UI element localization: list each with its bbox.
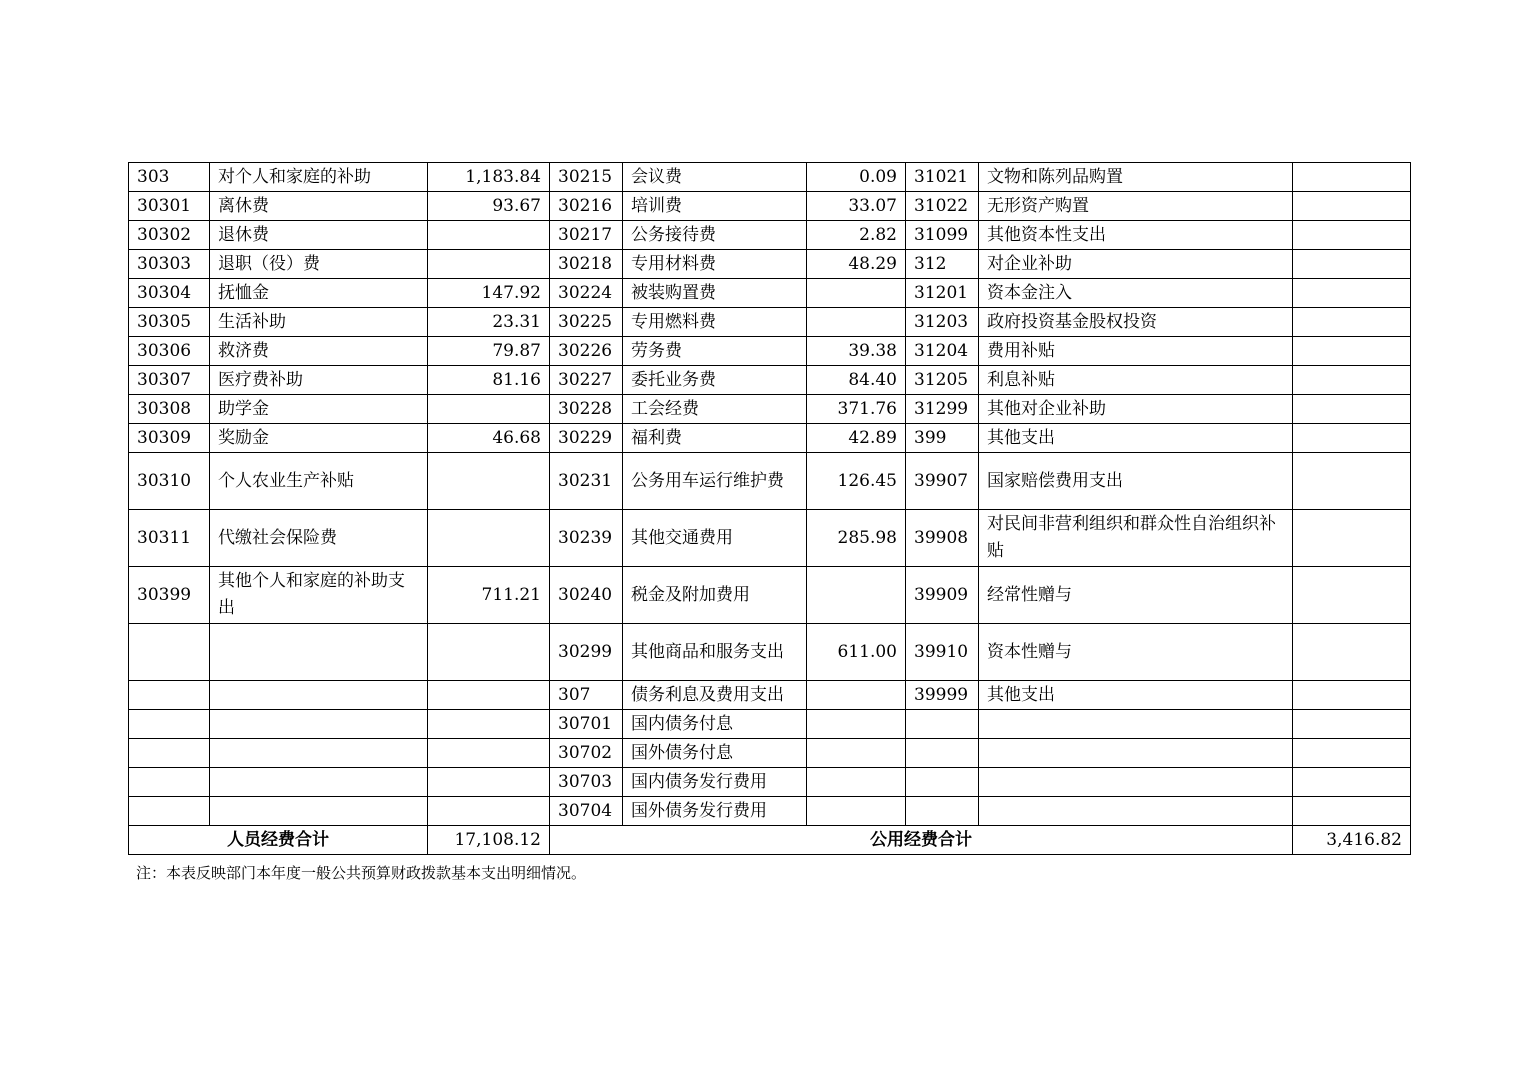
- amount-cell: [1293, 395, 1411, 424]
- amount-cell: [428, 797, 550, 826]
- item-name-cell: 救济费: [210, 337, 428, 366]
- code-cell: 307: [550, 681, 623, 710]
- code-cell: 31205: [906, 366, 979, 395]
- amount-cell: [1293, 250, 1411, 279]
- item-name-cell: 对民间非营利组织和群众性自治组织补贴: [979, 510, 1293, 567]
- table-row: [129, 768, 1411, 797]
- amount-cell: 33.07: [807, 192, 906, 221]
- personnel-total-label: 人员经费合计: [129, 826, 428, 855]
- table-row: [129, 567, 1411, 624]
- code-cell: 303: [129, 163, 210, 192]
- item-name-cell: 公务用车运行维护费: [623, 453, 807, 510]
- amount-cell: [1293, 192, 1411, 221]
- table-row: [129, 395, 1411, 424]
- item-name-cell: 国外债务付息: [623, 739, 807, 768]
- code-cell: 30239: [550, 510, 623, 567]
- item-name-cell: [979, 768, 1293, 797]
- amount-cell: 93.67: [428, 192, 550, 221]
- amount-cell: [1293, 567, 1411, 624]
- amount-cell: [428, 395, 550, 424]
- item-name-cell: 国家赔偿费用支出: [979, 453, 1293, 510]
- amount-cell: [1293, 739, 1411, 768]
- amount-cell: [1293, 681, 1411, 710]
- amount-cell: [1293, 337, 1411, 366]
- amount-cell: [428, 710, 550, 739]
- item-name-cell: 生活补助: [210, 308, 428, 337]
- table-row: [129, 366, 1411, 395]
- code-cell: 30226: [550, 337, 623, 366]
- item-name-cell: 抚恤金: [210, 279, 428, 308]
- code-cell: 30305: [129, 308, 210, 337]
- code-cell: [129, 768, 210, 797]
- totals-row: [129, 826, 1411, 855]
- item-name-cell: 医疗费补助: [210, 366, 428, 395]
- budget-expenditure-table: [128, 162, 1411, 855]
- code-cell: 30704: [550, 797, 623, 826]
- table-row: [129, 739, 1411, 768]
- code-cell: 399: [906, 424, 979, 453]
- amount-cell: 81.16: [428, 366, 550, 395]
- code-cell: 31204: [906, 337, 979, 366]
- amount-cell: [807, 739, 906, 768]
- amount-cell: [807, 308, 906, 337]
- item-name-cell: 专用燃料费: [623, 308, 807, 337]
- amount-cell: [1293, 221, 1411, 250]
- amount-cell: [428, 624, 550, 681]
- table-row: [129, 624, 1411, 681]
- item-name-cell: 会议费: [623, 163, 807, 192]
- code-cell: 312: [906, 250, 979, 279]
- amount-cell: 0.09: [807, 163, 906, 192]
- code-cell: 31299: [906, 395, 979, 424]
- item-name-cell: 其他支出: [979, 681, 1293, 710]
- amount-cell: [1293, 797, 1411, 826]
- item-name-cell: 资本金注入: [979, 279, 1293, 308]
- code-cell: 30229: [550, 424, 623, 453]
- table-row: [129, 192, 1411, 221]
- code-cell: 39909: [906, 567, 979, 624]
- code-cell: 30224: [550, 279, 623, 308]
- item-name-cell: 利息补贴: [979, 366, 1293, 395]
- item-name-cell: [979, 710, 1293, 739]
- item-name-cell: 文物和陈列品购置: [979, 163, 1293, 192]
- amount-cell: 147.92: [428, 279, 550, 308]
- amount-cell: 48.29: [807, 250, 906, 279]
- amount-cell: [1293, 279, 1411, 308]
- code-cell: 30701: [550, 710, 623, 739]
- code-cell: 30303: [129, 250, 210, 279]
- amount-cell: [807, 768, 906, 797]
- amount-cell: 79.87: [428, 337, 550, 366]
- item-name-cell: 费用补贴: [979, 337, 1293, 366]
- table-row: [129, 797, 1411, 826]
- item-name-cell: 退职（役）费: [210, 250, 428, 279]
- table-row: [129, 424, 1411, 453]
- code-cell: [129, 710, 210, 739]
- item-name-cell: [979, 739, 1293, 768]
- amount-cell: [428, 453, 550, 510]
- amount-cell: [1293, 366, 1411, 395]
- item-name-cell: 其他支出: [979, 424, 1293, 453]
- item-name-cell: 国外债务发行费用: [623, 797, 807, 826]
- item-name-cell: [210, 797, 428, 826]
- code-cell: 30307: [129, 366, 210, 395]
- code-cell: 30218: [550, 250, 623, 279]
- amount-cell: [1293, 624, 1411, 681]
- code-cell: 30228: [550, 395, 623, 424]
- code-cell: 30225: [550, 308, 623, 337]
- code-cell: 30309: [129, 424, 210, 453]
- amount-cell: 2.82: [807, 221, 906, 250]
- code-cell: 30231: [550, 453, 623, 510]
- item-name-cell: 其他交通费用: [623, 510, 807, 567]
- code-cell: 31203: [906, 308, 979, 337]
- amount-cell: [1293, 308, 1411, 337]
- item-name-cell: 劳务费: [623, 337, 807, 366]
- amount-cell: [1293, 710, 1411, 739]
- item-name-cell: [979, 797, 1293, 826]
- code-cell: 39999: [906, 681, 979, 710]
- code-cell: [129, 797, 210, 826]
- code-cell: 31201: [906, 279, 979, 308]
- amount-cell: [428, 510, 550, 567]
- item-name-cell: 其他对企业补助: [979, 395, 1293, 424]
- amount-cell: [807, 681, 906, 710]
- code-cell: [906, 797, 979, 826]
- amount-cell: 1,183.84: [428, 163, 550, 192]
- item-name-cell: 其他个人和家庭的补助支出: [210, 567, 428, 624]
- item-name-cell: 对个人和家庭的补助: [210, 163, 428, 192]
- table-row: [129, 308, 1411, 337]
- amount-cell: 23.31: [428, 308, 550, 337]
- table-footnote: 注：本表反映部门本年度一般公共预算财政拨款基本支出明细情况。: [136, 864, 587, 882]
- code-cell: 30311: [129, 510, 210, 567]
- table-row: [129, 337, 1411, 366]
- amount-cell: 126.45: [807, 453, 906, 510]
- amount-cell: 371.76: [807, 395, 906, 424]
- item-name-cell: 离休费: [210, 192, 428, 221]
- table-row: [129, 250, 1411, 279]
- table-row: [129, 710, 1411, 739]
- item-name-cell: 代缴社会保险费: [210, 510, 428, 567]
- item-name-cell: 其他资本性支出: [979, 221, 1293, 250]
- item-name-cell: 资本性赠与: [979, 624, 1293, 681]
- item-name-cell: 委托业务费: [623, 366, 807, 395]
- code-cell: [129, 624, 210, 681]
- code-cell: 30217: [550, 221, 623, 250]
- item-name-cell: [210, 768, 428, 797]
- code-cell: 31099: [906, 221, 979, 250]
- item-name-cell: 债务利息及费用支出: [623, 681, 807, 710]
- amount-cell: [1293, 424, 1411, 453]
- code-cell: 30302: [129, 221, 210, 250]
- item-name-cell: 助学金: [210, 395, 428, 424]
- item-name-cell: 奖励金: [210, 424, 428, 453]
- item-name-cell: 培训费: [623, 192, 807, 221]
- amount-cell: [807, 710, 906, 739]
- code-cell: 30308: [129, 395, 210, 424]
- table-body: [129, 163, 1411, 826]
- code-cell: [906, 768, 979, 797]
- item-name-cell: 政府投资基金股权投资: [979, 308, 1293, 337]
- item-name-cell: [210, 624, 428, 681]
- amount-cell: 39.38: [807, 337, 906, 366]
- item-name-cell: 经常性赠与: [979, 567, 1293, 624]
- code-cell: 31022: [906, 192, 979, 221]
- amount-cell: [428, 250, 550, 279]
- item-name-cell: 专用材料费: [623, 250, 807, 279]
- table-row: [129, 681, 1411, 710]
- code-cell: 30310: [129, 453, 210, 510]
- amount-cell: [807, 279, 906, 308]
- code-cell: 39910: [906, 624, 979, 681]
- code-cell: 30299: [550, 624, 623, 681]
- public-total-value: 3,416.82: [1293, 826, 1411, 855]
- amount-cell: 46.68: [428, 424, 550, 453]
- item-name-cell: 对企业补助: [979, 250, 1293, 279]
- item-name-cell: 退休费: [210, 221, 428, 250]
- amount-cell: [1293, 453, 1411, 510]
- code-cell: 30240: [550, 567, 623, 624]
- amount-cell: 285.98: [807, 510, 906, 567]
- code-cell: 30301: [129, 192, 210, 221]
- code-cell: 39908: [906, 510, 979, 567]
- code-cell: [906, 710, 979, 739]
- item-name-cell: 个人农业生产补贴: [210, 453, 428, 510]
- amount-cell: 84.40: [807, 366, 906, 395]
- amount-cell: [428, 681, 550, 710]
- item-name-cell: 工会经费: [623, 395, 807, 424]
- amount-cell: [807, 797, 906, 826]
- table-row: [129, 279, 1411, 308]
- code-cell: [906, 739, 979, 768]
- code-cell: 30304: [129, 279, 210, 308]
- code-cell: 30216: [550, 192, 623, 221]
- table-row: [129, 510, 1411, 567]
- amount-cell: 711.21: [428, 567, 550, 624]
- code-cell: 39907: [906, 453, 979, 510]
- code-cell: 30702: [550, 739, 623, 768]
- item-name-cell: 被装购置费: [623, 279, 807, 308]
- amount-cell: [1293, 768, 1411, 797]
- code-cell: [129, 681, 210, 710]
- amount-cell: [807, 567, 906, 624]
- item-name-cell: [210, 681, 428, 710]
- amount-cell: [428, 221, 550, 250]
- code-cell: 30399: [129, 567, 210, 624]
- item-name-cell: 无形资产购置: [979, 192, 1293, 221]
- item-name-cell: 国内债务发行费用: [623, 768, 807, 797]
- code-cell: 31021: [906, 163, 979, 192]
- amount-cell: [1293, 510, 1411, 567]
- amount-cell: [428, 739, 550, 768]
- code-cell: 30306: [129, 337, 210, 366]
- public-total-label: 公用经费合计: [550, 826, 1293, 855]
- item-name-cell: 税金及附加费用: [623, 567, 807, 624]
- amount-cell: 611.00: [807, 624, 906, 681]
- table-row: [129, 163, 1411, 192]
- table-row: [129, 453, 1411, 510]
- item-name-cell: 国内债务付息: [623, 710, 807, 739]
- amount-cell: 42.89: [807, 424, 906, 453]
- item-name-cell: 福利费: [623, 424, 807, 453]
- code-cell: 30227: [550, 366, 623, 395]
- code-cell: [129, 739, 210, 768]
- personnel-total-value: 17,108.12: [428, 826, 550, 855]
- table-row: [129, 221, 1411, 250]
- item-name-cell: 其他商品和服务支出: [623, 624, 807, 681]
- code-cell: 30215: [550, 163, 623, 192]
- amount-cell: [428, 768, 550, 797]
- item-name-cell: 公务接待费: [623, 221, 807, 250]
- item-name-cell: [210, 739, 428, 768]
- amount-cell: [1293, 163, 1411, 192]
- code-cell: 30703: [550, 768, 623, 797]
- item-name-cell: [210, 710, 428, 739]
